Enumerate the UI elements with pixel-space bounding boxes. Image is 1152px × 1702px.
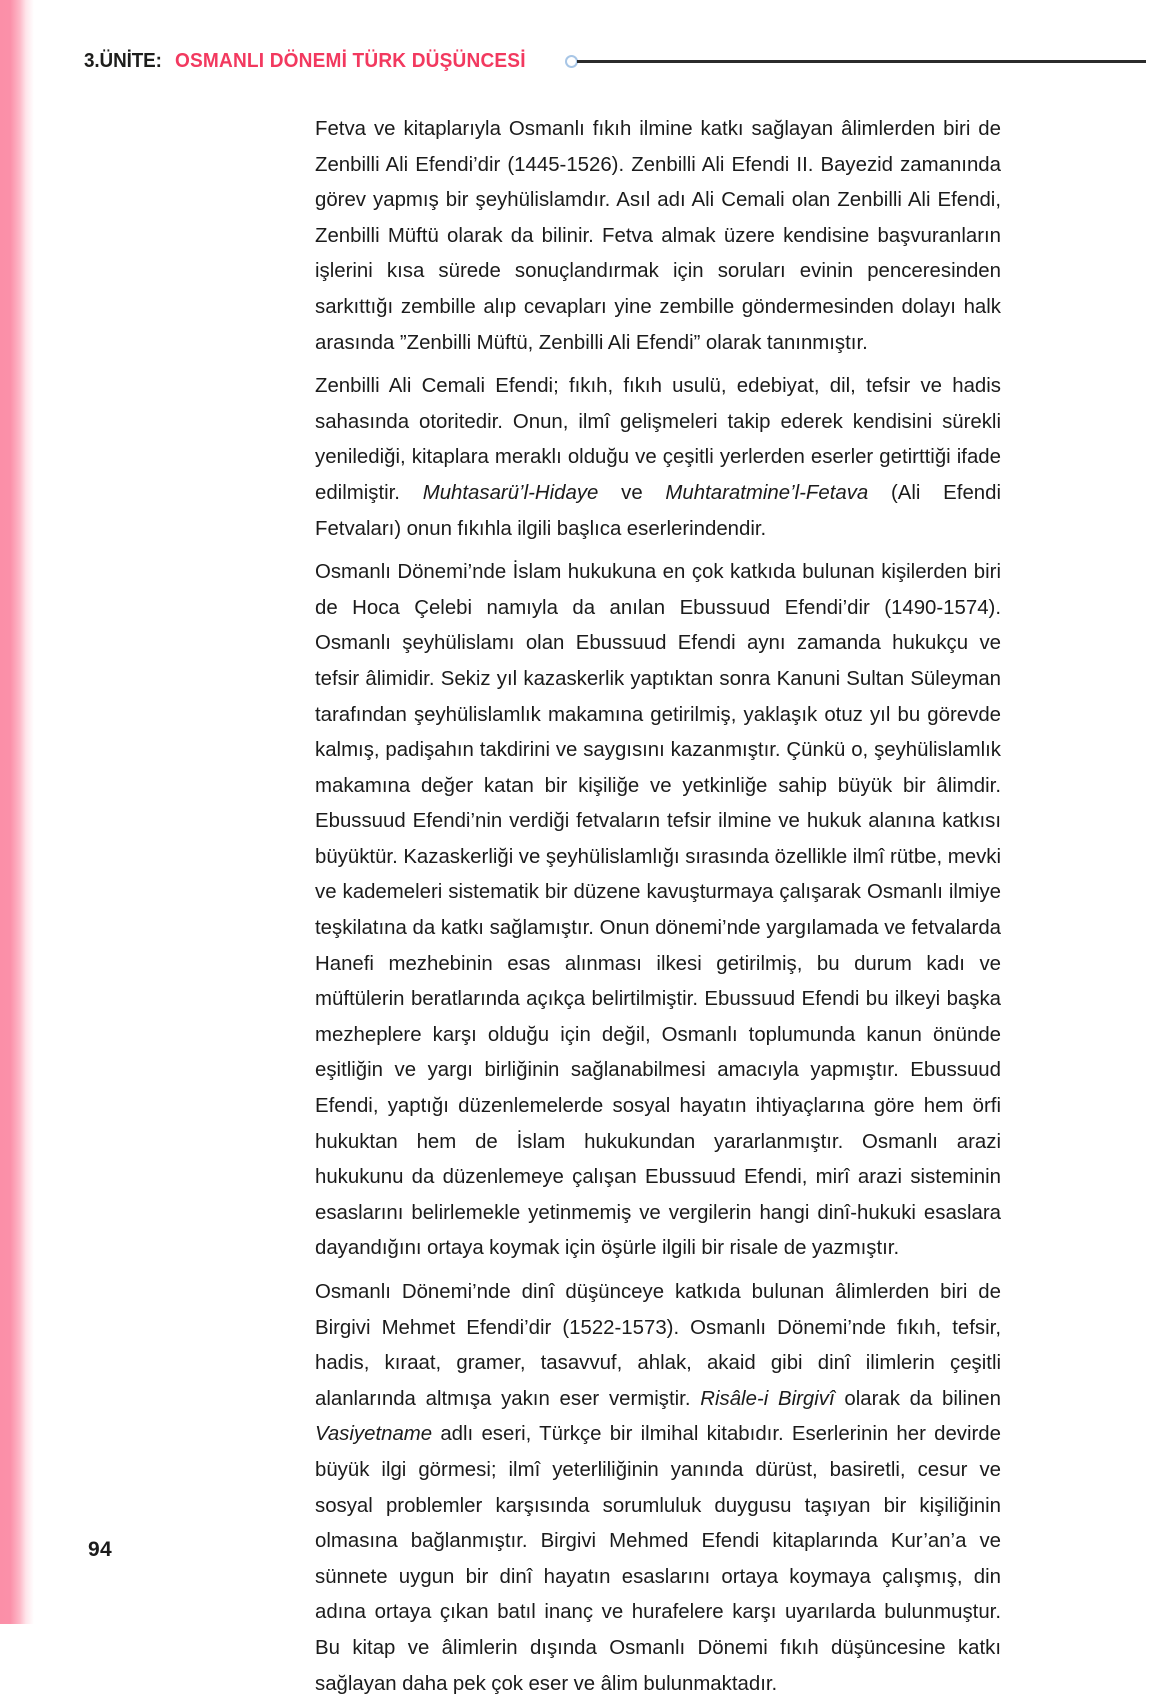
unit-number-label: 3.ÜNİTE: xyxy=(84,49,162,72)
page-edge-strip xyxy=(0,0,34,1624)
paragraph-1: Fetva ve kitaplarıyla Osmanlı fıkıh ilmine katkı sağlayan âlimlerden biri de Zenbilli Ali Efendi’dir (1445-1526). Zenbilli Ali Efendi II. Bayezid zamanında görev yapmış bir şeyhülislamdır. Asıl adı Ali Cemali olan Zenbilli Ali Efendi, Zenbilli Müftü olarak da bilinir. Fetva almak üzere kendisine başvuranların işlerini kısa sürede sonuçlandırmak için soruları evinin penceresinden sarkıttığı zembille alıp cevapları yine zembille göndermesinden dolayı halk arasında ”Zenbilli Müftü, Zenbilli Ali Efendi” olarak tanınmıştır. xyxy=(315,118,1001,354)
body-text-column xyxy=(315,112,1001,1702)
unit-title-label: OSMANLI DÖNEMİ TÜRK DÜŞÜNCESİ xyxy=(174,49,526,72)
page-number: 94 xyxy=(88,1538,112,1561)
work-title-italic: Muhtaratmine’l-Fetava xyxy=(665,481,869,504)
header-divider-rule xyxy=(577,60,1146,63)
work-title-italic: Risâle-i Birgivî xyxy=(700,1387,835,1410)
running-header xyxy=(84,44,1146,78)
paragraph-4: Osmanlı Dönemi’nde dinî düşünceye katkıda bulunan âlimlerden biri de Birgivi Mehmet Efendi’dir (1522-1573). Osmanlı Dönemi’nde fıkıh, tefsir, hadis, kıraat, gramer, tasavvuf, ahlak, akaid gibi dinî ilimlerin çeşitli alanlarında altmışa yakın eser vermiştir. Risâle-i Birgivî olarak da bilinen Vasiyetname adlı eseri, Türkçe bir ilmihal kitabıdır. Eserlerinin her devirde büyük ilgi görmesi; ilmî yeterliliğinin yanında dürüst, basiretli, cesur ve sosyal problemler karşısında sorumluluk duygusu taşıyan bir kişiliğinin olmasına bağlanmıştır. Birgivi Mehmed Efendi kitaplarında Kur’an’a ve sünnete uygun bir dinî hayatın esaslarını ortaya koymaya çalışmış, din adına ortaya çıkan batıl inanç ve hurafelere karşı uyarılarda bulunmuştur. Bu kitap ve âlimlerin dışında Osmanlı Dönemi fıkıh düşüncesine katkı sağlayan daha pek çok eser ve âlim bulunmaktadır. xyxy=(315,1281,1001,1695)
work-title-italic: Vasiyetname xyxy=(315,1423,433,1446)
paragraph-3: Osmanlı Dönemi’nde İslam hukukuna en çok katkıda bulunan kişilerden biri de Hoca Çelebi namıyla da anılan Ebussuud Efendi’dir (1490-1574). Osmanlı şeyhülislamı olan Ebussuud Efendi aynı zamanda hukukçu ve tefsir âlimidir. Sekiz yıl kazaskerlik yaptıktan sonra Kanuni Sultan Süleyman tarafından şeyhülislamlık makamına getirilmiş, yaklaşık otuz yıl bu görevde kalmış, padişahın takdirini ve saygısını kazanmıştır. Çünkü o, şeyhülislamlık makamına değer katan bir kişiliğe ve yetkinliğe sahip büyük bir âlimdir. Ebussuud Efendi’nin verdiği fetvaların tefsir ilmine ve hukuk alanına katkısı büyüktür. Kazaskerliği ve şeyhülislamlığı sırasında özellikle ilmî rütbe, mevki ve kademeleri sistematik bir düzene kavuşturmaya çalışarak Osmanlı ilmiye teşkilatına da katkı sağlamıştır. Onun dönemi’nde yargılamada ve fetvalarda Hanefi mezhebinin esas alınması ilkesi getirilmiş, bu durum kadı ve müftülerin beratlarında açıkça belirtilmiştir. Ebussuud Efendi bu ilkeyi başka mezheplere karşı olduğu için değil, Osmanlı toplumunda kanun önünde eşitliğin ve yargı birliğinin sağlanabilmesi amacıyla yapmıştır. Ebussuud Efendi, yaptığı düzenlemelerde sosyal hayatın ihtiyaçlarına göre hem örfi hukuktan hem de İslam hukukundan yararlanmıştır. Osmanlı arazi hukukunu da düzenlemeye çalışan Ebussuud Efendi, mirî arazi sisteminin esaslarını belirlemekle yetinmemiş ve vergilerin hangi dinî-hukuki esaslara dayandığını ortaya koymak için öşürle ilgili bir risale de yazmıştır. xyxy=(315,561,1001,1260)
work-title-italic: Muhtasarü’l-Hidaye xyxy=(422,481,599,504)
paragraph-2: Zenbilli Ali Cemali Efendi; fıkıh, fıkıh usulü, edebiyat, dil, tefsir ve hadis sahasında otoritedir. Onun, ilmî gelişmeleri takip ederek kendisini sürekli yenilediği, kitaplara meraklı olduğu ve çeşitli yerlerden eserler getirttiği ifade edilmiştir. Muhtasarü’l-Hidaye ve Muhtaratmine’l-Fetava (Ali Efendi Fetvaları) onun fıkıhla ilgili başlıca eserlerindendir. xyxy=(315,375,1002,540)
